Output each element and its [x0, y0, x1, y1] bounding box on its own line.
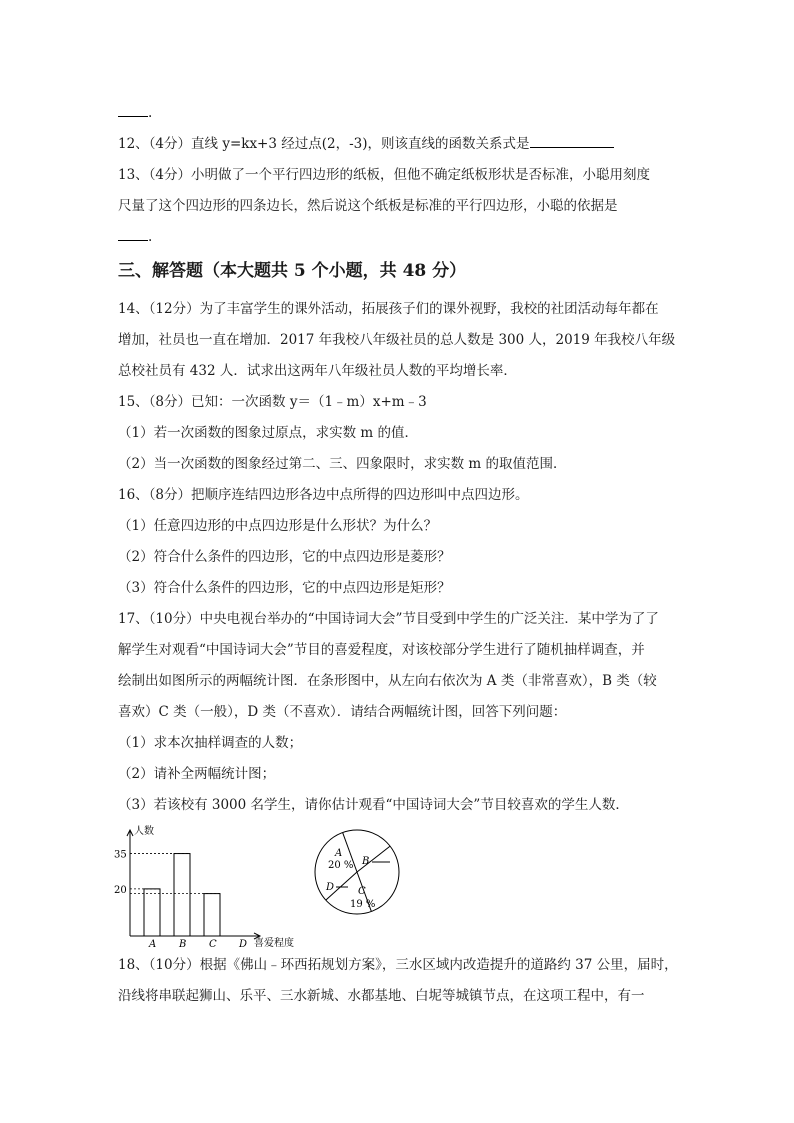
answer-blank: [118, 228, 148, 241]
y-axis-label: 人数: [134, 826, 154, 837]
question-17-part2: （2）请补全两幅统计图；: [118, 766, 276, 782]
x-tick-C: C: [209, 939, 217, 950]
x-tick-B: B: [179, 939, 187, 950]
pie-chart: [310, 822, 410, 922]
answer-blank: [118, 104, 148, 117]
question-18-line1: 18、（10分）根据《佛山﹣环西拓规划方案》，三水区域内改造提升的道路约 37 公里，届时，: [118, 957, 678, 973]
x-tick-A: A: [149, 939, 157, 950]
q13-tail: .: [118, 228, 152, 246]
question-17-line2: 解学生对观看“中国诗词大会”节目的喜爱程度，对该校部分学生进行了随机抽样调查，并: [118, 642, 645, 658]
q11-tail: .: [118, 104, 152, 122]
question-15-part2: （2）当一次函数的图象经过第二、三、四象限时，求实数 m 的取值范围．: [118, 456, 567, 472]
question-14-line1: 14、（12分）为了丰富学生的课外活动，拓展孩子们的课外视野，我校的社团活动每年都在: [118, 301, 659, 317]
question-17-line4: 喜欢）C 类（一般），D 类（不喜欢）．请结合两幅统计图，回答下列问题：: [118, 704, 567, 720]
x-tick-D: D: [239, 939, 248, 950]
question-16-part3: （3）符合什么条件的四边形，它的中点四边形是矩形？: [118, 580, 451, 596]
pie-label-A: A: [335, 848, 343, 859]
question-16-stem: 16、（8分）把顺序连结四边形各边中点所得的四边形叫中点四边形。: [118, 487, 529, 503]
x-axis-label: 喜爱程度: [254, 938, 294, 949]
pie-label-B: B: [362, 856, 370, 867]
section-3-heading: 三、解答题（本大题共 5 个小题，共 48 分）: [118, 261, 467, 281]
question-16-part1: （1）任意四边形的中点四边形是什么形状？为什么？: [118, 518, 438, 534]
bar-A: [144, 889, 160, 936]
question-16-part2: （2）符合什么条件的四边形，它的中点四边形是菱形？: [118, 549, 451, 565]
pie-value-C: 19 %: [350, 899, 376, 910]
question-17-line1: 17、（10分）中央电视台举办的“中国诗词大会”节目受到中学生的广泛关注．某中学为了了: [118, 611, 659, 627]
question-12: 12、（4分）直线 y=kx+3 经过点(2，-3)，则该直线的函数关系式是: [118, 135, 614, 153]
bar-chart: [110, 822, 310, 952]
question-17-part1: （1）求本次抽样调查的人数；: [118, 735, 303, 751]
question-13-line1: 13、（4分）小明做了一个平行四边形的纸板，但他不确定纸板形状是否标准，小聪用刻度: [118, 167, 651, 183]
y-tick-20: 20: [114, 884, 127, 896]
answer-blank: [530, 135, 614, 148]
pie-label-D: D: [326, 882, 335, 893]
pie-label-C: C: [358, 886, 366, 897]
question-14-line2: 增加，社员也一直在增加．2017 年我校八年级社员的总人数是 300 人，2019 年我校八年级: [118, 332, 676, 348]
question-13-line2: 尺量了这个四边形的四条边长，然后说这个纸板是标准的平行四边形，小聪的依据是: [118, 198, 618, 214]
question-15-part1: （1）若一次函数的图象过原点，求实数 m 的值．: [118, 425, 418, 441]
question-17-part3: （3）若该校有 3000 名学生，请你估计观看“中国诗词大会”节目较喜欢的学生人数．: [118, 797, 629, 813]
bar-B: [174, 854, 190, 936]
question-17-line3: 绘制出如图所示的两幅统计图．在条形图中，从左向右依次为 A 类（非常喜欢），B 类（较: [118, 673, 657, 689]
pie-value-A: 20 %: [328, 860, 354, 871]
question-18-line2: 沿线将串联起狮山、乐平、三水新城、水都基地、白坭等城镇节点，在这项工程中，有一: [118, 988, 645, 1004]
question-14-line3: 总校社员有 432 人．试求出这两年八年级社员人数的平均增长率．: [118, 363, 517, 379]
question-15-stem: 15、（8分）已知：一次函数 y＝（1﹣m）x+m﹣3: [118, 394, 427, 410]
bar-C: [204, 894, 220, 936]
y-tick-35: 35: [114, 849, 127, 861]
